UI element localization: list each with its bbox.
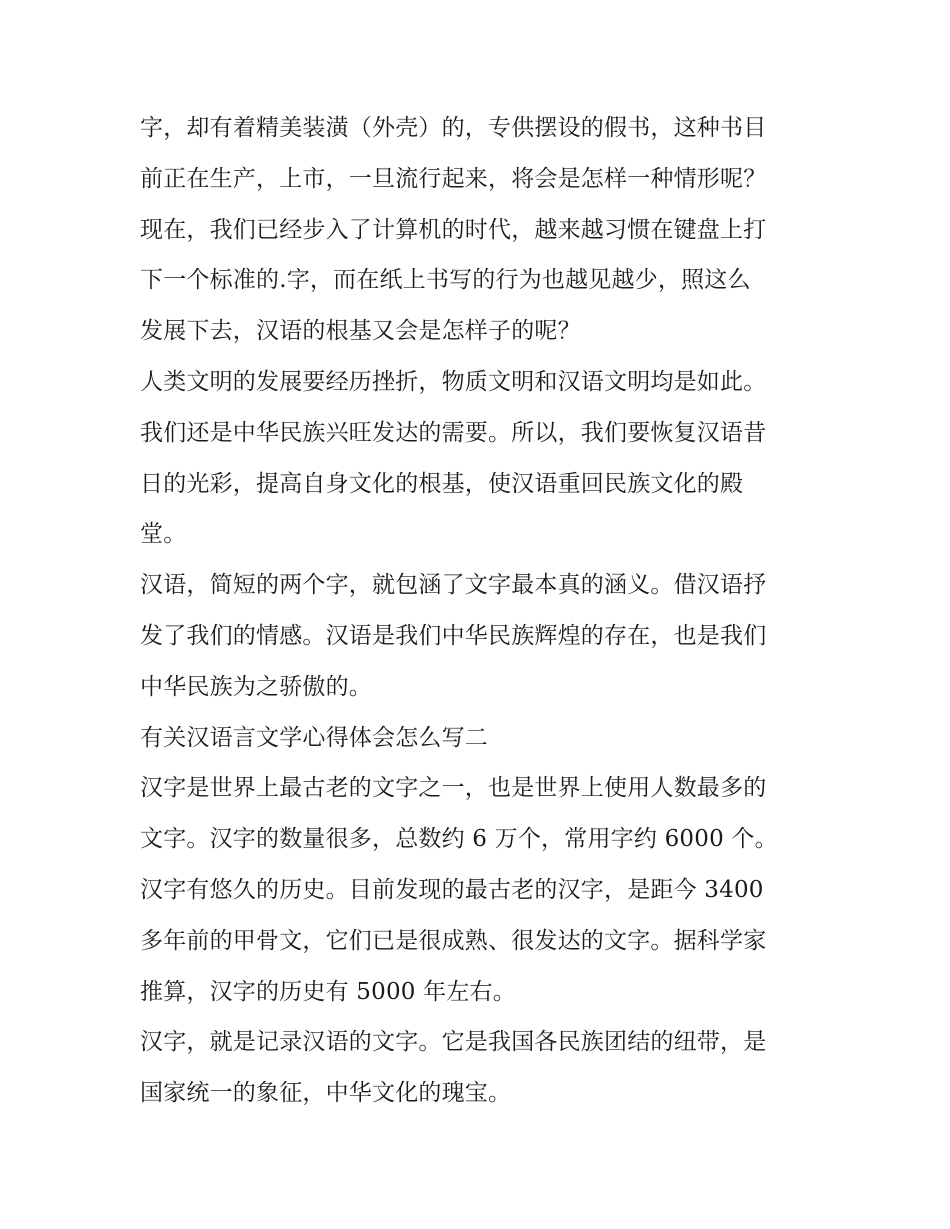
text-line: 中华民族为之骄傲的。 [140,673,372,700]
paragraph-2 [140,357,830,560]
text-line: 文字。汉字的数量很多，总数约 6 万个，常用字约 6000 个。 [140,826,778,853]
text-line: 推算，汉字的历史有 5000 年左右。 [140,978,516,1005]
text-line: 国家统一的象征，中华文化的瑰宝。 [140,1080,512,1107]
text-line: 堂。 [140,521,187,548]
text-line: 人类文明的发展要经历挫折，物质文明和汉语文明均是如此。 [140,368,767,395]
section-heading [140,713,830,764]
section-heading-text: 有关汉语言文学心得体会怎么写二 [140,724,488,751]
text-line: 下一个标准的.字，而在纸上书写的行为也越见越少，照这么 [140,267,751,294]
text-line: 字，却有着精美装潢（外壳）的，专供摆设的假书，这种书目 [140,115,767,141]
paragraph-4 [140,763,830,865]
text-line: 现在，我们已经步入了计算机的时代，越来越习惯在键盘上打 [140,216,767,243]
text-line: 汉字，就是记录汉语的文字。它是我国各民族团结的纽带，是 [140,1029,767,1056]
text-line: 汉字是世界上最古老的文字之一，也是世界上使用人数最多的 [140,775,767,802]
text-line: 汉字有悠久的历史。目前发现的最古老的汉字，是距今 3400 [140,876,764,903]
text-line: 发了我们的情感。汉语是我们中华民族辉煌的存在，也是我们 [140,622,767,649]
document-body [140,103,830,1119]
text-line: 前正在生产，上市，一旦流行起来，将会是怎样一种情形呢？ [140,165,767,192]
text-line: 我们还是中华民族兴旺发达的需要。所以，我们要恢复汉语昔 [140,419,767,446]
text-line: 日的光彩，提高自身文化的根基，使汉语重回民族文化的殿 [140,470,744,497]
text-line: 多年前的甲骨文，它们已是很成熟、很发达的文字。据科学家 [140,927,767,954]
text-line: 发展下去，汉语的根基又会是怎样子的呢？ [140,318,581,345]
paragraph-1 [140,103,830,357]
paragraph-3 [140,560,830,712]
text-line: 汉语，简短的两个字，就包涵了文字最本真的涵义。借汉语抒 [140,572,767,599]
paragraph-5 [140,865,830,1017]
paragraph-6 [140,1017,830,1119]
